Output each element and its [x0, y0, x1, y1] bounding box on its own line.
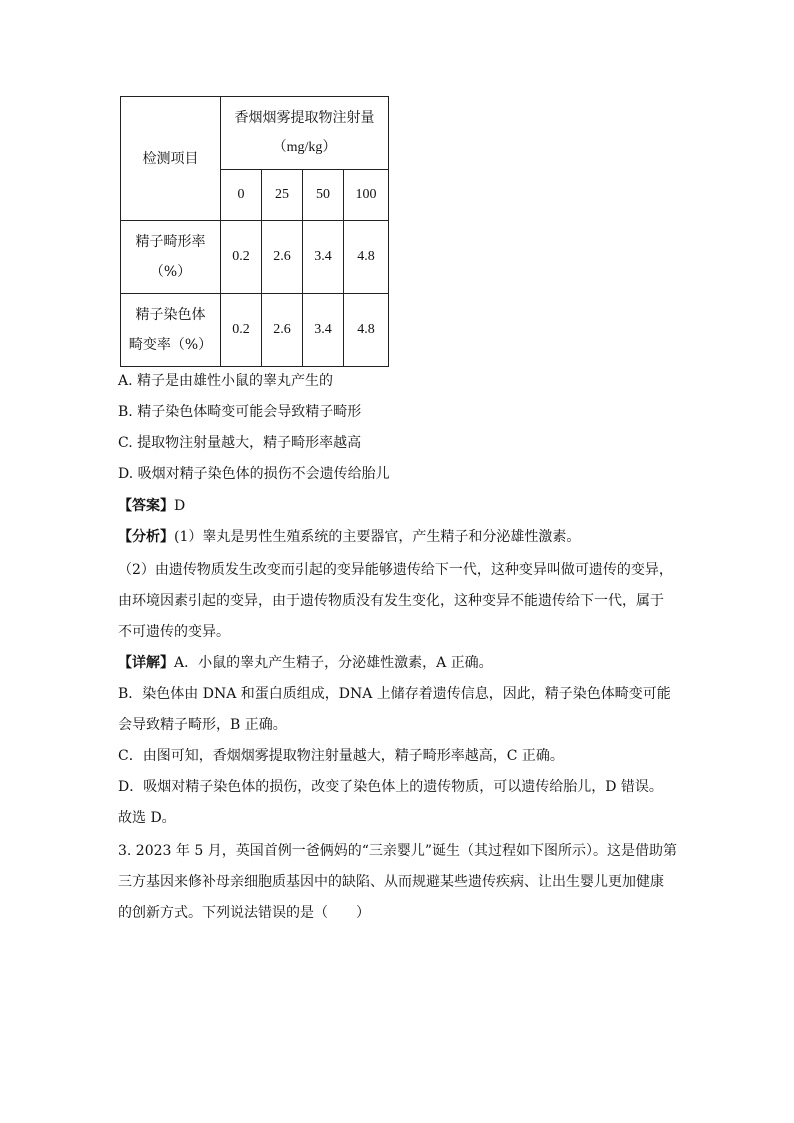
column-header-title: 香烟烟雾提取物注射量	[234, 110, 375, 126]
option-d: D. 吸烟对精子染色体的损伤不会遗传给胎儿	[118, 466, 390, 482]
analysis-line	[118, 527, 678, 547]
detail-paragraph: 会导致精子畸形，B 正确。	[118, 717, 287, 733]
option-b: B. 精子染色体畸变可能会导致精子畸形	[118, 404, 362, 420]
detail-label: 【详解】	[118, 655, 174, 671]
value-cell: 2.6	[262, 221, 303, 294]
answer-label: 【答案】	[118, 498, 174, 514]
detail-text: A．小鼠的睾丸产生精子，分泌雄性激素，A 正确。	[174, 655, 493, 671]
dose-cell: 50	[303, 170, 344, 221]
row-label-line: 精子染色体	[135, 307, 206, 323]
detail-paragraph: C．由图可知，香烟烟雾提取物注射量越大，精子畸形率越高，C 正确。	[118, 748, 564, 764]
row-header-label: 检测项目	[142, 150, 199, 167]
analysis-label: 【分析】	[118, 529, 174, 545]
analysis-paragraph: 不可遗传的变异。	[118, 624, 230, 640]
row-label-cell	[121, 294, 221, 367]
value-cell: 2.6	[262, 294, 303, 367]
detail-conclusion: 故选 D。	[118, 810, 176, 826]
value-cell: 3.4	[303, 294, 344, 367]
question-text: 3. 2023 年 5 月，英国首例一爸俩妈的“三亲婴儿”诞生（其过程如下图所示）。这是借助第	[118, 843, 678, 859]
dose-cell: 25	[262, 170, 303, 221]
dose-cell: 0	[221, 170, 262, 221]
row-header-cell	[121, 97, 221, 221]
value-cell: 4.8	[344, 294, 389, 367]
question-text: 的创新方式。下列说法错误的是（ ）	[118, 905, 370, 921]
value-cell: 4.8	[344, 221, 389, 294]
value-cell: 3.4	[303, 221, 344, 294]
analysis-text: (1）睾丸是男性生殖系统的主要器官，产生精子和分泌雄性激素。	[174, 529, 581, 545]
option-a: A. 精子是由雄性小鼠的睾丸产生的	[118, 373, 334, 389]
analysis-paragraph: （2）由遗传物质发生改变而引起的变异能够遗传给下一代，这种变异叫做可遗传的变异，	[118, 562, 673, 578]
row-label-cell	[121, 221, 221, 294]
column-header-cell	[221, 97, 389, 170]
analysis-paragraph: 由环境因素引起的变异，由于遗传物质没有发生变化，这种变异不能遗传给下一代，属于	[118, 593, 664, 609]
table-row	[121, 221, 389, 294]
row-label-line: 精子畸形率	[135, 234, 206, 250]
detail-line	[118, 653, 678, 673]
value-cell: 0.2	[221, 221, 262, 294]
detail-paragraph: B．染色体由 DNA 和蛋白质组成，DNA 上储存着遗传信息，因此，精子染色体畸变可能	[118, 686, 671, 702]
row-label-line: （%）	[149, 264, 192, 280]
answer-value: D	[174, 498, 186, 514]
dose-cell: 100	[344, 170, 389, 221]
row-label-line: 畸变率（%）	[128, 337, 213, 353]
detail-paragraph: D．吸烟对精子染色体的损伤，改变了染色体上的遗传物质，可以遗传给胎儿，D 错误。	[118, 779, 663, 795]
column-header-unit: （mg/kg）	[272, 140, 337, 155]
question-text: 三方基因来修补母亲细胞质基因中的缺陷、从而规避某些遗传疾病、让出生婴儿更加健康	[118, 874, 664, 890]
value-cell: 0.2	[221, 294, 262, 367]
answer-line	[118, 496, 678, 516]
option-c: C. 提取物注射量越大，精子畸形率越高	[118, 435, 362, 451]
data-table	[120, 96, 389, 367]
table-row	[121, 294, 389, 367]
